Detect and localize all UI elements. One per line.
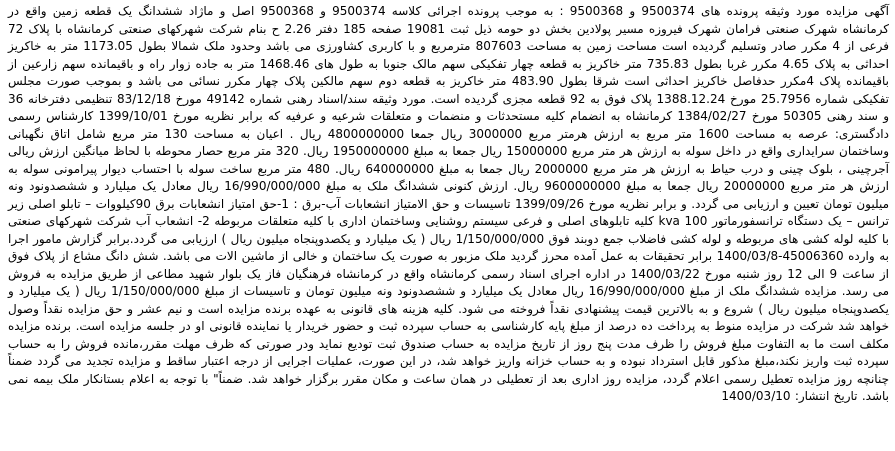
- notice-body-text: آگهی مزایده مورد وثیقه پرونده های 9500374 و 9500368 : به موجب پرونده اجرائی کلاسه 9500374 و 9500368 اصل و ماژاد ششدانگ یک قطعه زمین واقع در کرمانشاه شهرک صنعتی فرامان شهرک فیروزه مسیر پولادین بخش دو حومه ذیل ثبت 19081 صفحه 185 دفتر 2.26 ح بنام شرکت شهرکهای صنعتی کرمانشاه با پلاک 72 فرعی از 4 مکرر صادر وتسلیم گردیده است مساحت زمین به مساحت 807603 مترمربع و با کاربری کشاورزی می باشد وحدود ملک شمالا بطول 1173.05 متر به خاکریز احداثی به پلاک 4.65 مکرر غربا بطول 735.83 متر خاکریز به قطعه چهار تفکیکی سهم مالک جنوبا به طول های 1468.46 متر به جاده زوار راه و باقیمانده سهم زارعین از باقیمانده پلاک 4مکرر حدفاصل خاکریز احداثی است شرقا بطول 483.90 متر خاکریز به قطعه دوم سهم مالکین پلاک چهار مکرر نسائی می باشد و بموجب صورت مجلس تفکیکی شماره 25.7956 مورخ 1388.12.24 پلاک فوق به 92 قطعه مجزی گردیده است. مورد وثیقه سند/اسناد رهنی شماره 49142 مورخ 83/12/18 تنظیمی دفترخانه 36 و سند رهنی 50305 مورخ 1384/02/27 کرمانشاه به انضمام کلیه مستحدثات و منضمات و متعلقات شرعیه و عرفیه که برابر نظریه مورخ 1399/10/01 کارشناس رسمی دادگستری: عرصه به مساحت 1600 متر مربع به ارزش هرمتر مربع 3000000 ریال جمعا 4800000000 ریال . اعیان به مساحت 130 متر مربع شامل اتاق نگهبانی وساختمان سرایداری واقع در داخل سوله به ارزش هر متر مربع 15000000 ریال جمعا به مبلغ 1950000000 ریال. 320 متر مربع حصار محوطه با لحاظ میانگین ارزش ریالی آجرچینی ، بلوک چینی و درب حیاط به ارزش هر متر مربع 2000000 ریال جمعا به مبلغ 640000000 ریال. 480 متر مربع ساخت سوله با احتساب دیوار پیرامونی سوله به ارزش هر متر مربع 20000000 ریال جمعا به مبلغ 9600000000 ریال. ارزش کنونی ششدانگ ملک به مبلغ 16/990/000/000 ریال معادل یک میلیارد و ششصدونود ونه میلیون تومان تعیین و ارزیابی می گردد. و برابر نظریه مورخ 1399/09/26 تاسیسات و حق الامتیاز انشعابات آب-برق : 1-حق امتیاز انشعابات برق 90کیلووات – تابلو اصلی زیر ترانس – یک دستگاه ترانسفورماتور kva 100 کلیه تابلوهای اصلی و فرعی سیستم روشنایی وساختمان اداری با کلیه متعلقات مربوطه 2- انشعاب آب شرکت شهرکهای صنعتی با کلیه لوله کشی های مربوطه و لوله کشی فاضلاب جمع دوبند فوق 1/150/000/000 ریال ( یک میلیارد و یکصدوپنجاه میلیون ریال ) ارزیابی می گردد.برابر گزارش مامور اجرا به وارده 45006360-1400/03/8 برابر تحقیقات به عمل آمده محرز گردید ملک مزبور به صورت یک ساختمان و خالی از ماشین الات می باشد. شش دانگ مشاع از پلاک فوق از ساعت 9 الی 12 روز شنبه مورخ 1400/03/22 در اداره اجرای اسناد رسمی کرمانشاه واقع در کرمانشاه فرهنگیان فاز یک بلوار شهید مطاعی از طریق مزایده به فروش می رسد. مزایده ششدانگ ملک از مبلغ 16/990/000/000 ریال معادل یک میلیارد و ششصدونود ونه میلیون تومان و تاسیسات از مبلغ 1/150/000/000 ریال ( یک میلیارد و یکصدوپنجاه میلیون ریال ) شروع و به بالاترین قیمت پیشنهادی نقداً فروخته می شود. کلیه هزینه های قانونی به عهده برنده مزایده است و نیم عشر و حق مزایده نقداً وصول خواهد شد شرکت در مزایده منوط به پرداخت ده درصد از مبلغ پایه کارشناسی به حساب سپرده ثبت و حضور خریدار یا نماینده قانونی او در جلسه مزایده است. برنده مزایده مکلف است ما به التفاوت مبلغ فروش را ظرف مدت پنج روز از تاریخ مزایده به حساب صندوق ثبت تودیع نماید ودر صورتی که ظرف مهلت مقرر،مانده فروش را به حساب سپرده ثبت واریز نکند،مبلغ مذکور قابل استرداد نبوده و به حساب خزانه واریز خواهد شد، در این صورت، عملیات اجرایی از درجه اعتبار ساقط و مزایده تجدید می گردد ضمناً چنانچه روز مزایده تعطیل رسمی اعلام گردد، مزایده روز اداری بعد از تعطیلی در همان ساعت و مکان مقرر برگزار خواهد شد. ضمناً" با توجه به اعلام بستانکار ملک بیمه نمی باشد. تاریخ انتشار: 1400/03/10: [8, 4, 890, 403]
